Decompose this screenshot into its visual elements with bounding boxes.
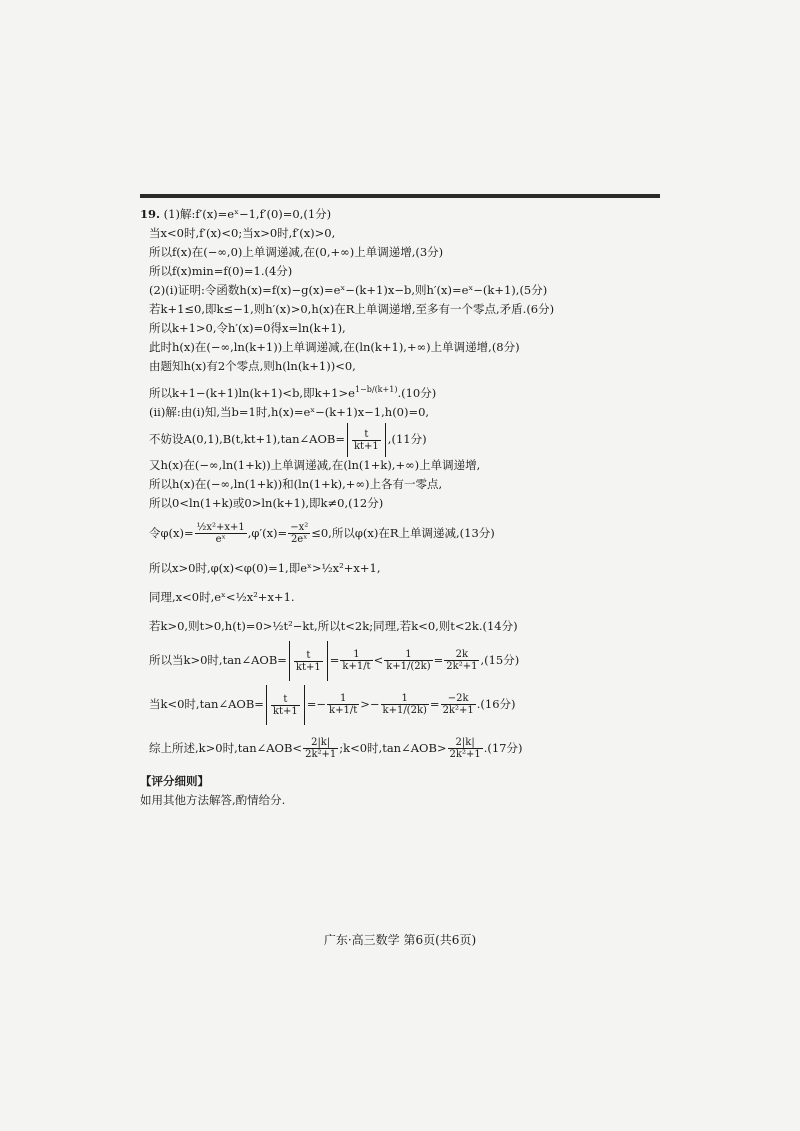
solution-line-9: 由题知h(x)有2个零点,则h(ln(k+1))<0, xyxy=(149,359,356,373)
solution-line-21: 当k<0时,tan∠AOB= $\frac{t}{kt+1}$ =− $\frac{1}{k+1/t}$ >− $\frac{1}{k+1/(2k)}$ = $\frac{-2k}{\text{2k²+1}}$ .(16分) xyxy=(140,684,660,724)
solution-line-20: 所以当k>0时,tan∠AOB= $\frac{t}{kt+1}$ = $\frac{1}{k+1/t}$ < $\frac{1}{k+1/(2k)}$ = $\frac{2k}{\text{2k²+1}}$ ,(15分) xyxy=(140,640,660,680)
solution-line-22: 综上所述,k>0时,tan∠AOB< $\frac{2|k|}{\text{2k²+1}}$ ;k<0时,tan∠AOB> $\frac{2|k|}{\text{2k²+1}}$ .(17分) xyxy=(149,737,523,761)
solution-line-8: 此时h(x)在(−∞,ln(k+1))上单调递减,在(ln(k+1),+∞)上单调递增,(8分) xyxy=(149,340,520,354)
abs-value: $\frac{t}{kt+1}$ xyxy=(347,423,386,457)
solution-line-2: 当x<0时,f′(x)<0;当x>0时,f′(x)>0, xyxy=(149,226,336,240)
solution-body xyxy=(140,205,660,810)
solution-line-11: (ii)解:由(i)知,当b=1时,h(x)=eˣ−(k+1)x−1,h(0)=0, xyxy=(149,404,430,419)
solution-line-14: 所以h(x)在(−∞,ln(1+k))和(ln(1+k),+∞)上各有一零点, xyxy=(149,476,443,491)
solution-line-1: 19. (1)解:f′(x)=eˣ−1,f′(0)=0,(1分) xyxy=(140,207,332,221)
page-footer: 广东·高三数学 第6页(共6页) xyxy=(323,933,477,947)
solution-line-4: 所以f(x)min=f(0)=1.(4分) xyxy=(149,264,293,278)
solution-line-7: 所以k+1>0,令h′(x)=0得x=ln(k+1), xyxy=(149,321,346,335)
solution-line-12: 不妨设A(0,1),B(t,kt+1),tan∠AOB= $\frac{t}{kt+1}$ ,(11分) xyxy=(140,422,660,456)
problem-number: 19. xyxy=(140,207,161,221)
top-rule xyxy=(140,194,660,198)
solution-line-15: 所以0<ln(1+k)或0>ln(k+1),即k≠0,(12分) xyxy=(149,495,384,510)
solution-line-19: 若k>0,则t>0,h(t)=0>½t²−kt,所以t<2k;同理,若k<0,则t<2k.(14分) xyxy=(149,618,518,633)
solution-line-16: 令φ(x)= $\frac{\text{½x²+x+1}}{\text{eˣ}}$ ,φ′(x)= $\frac{\text{−x²}}{\text{2eˣ}}$ ≤0,所以φ(x)在R上单调递减,(13分) xyxy=(149,522,495,546)
solution-line-13: 又h(x)在(−∞,ln(1+k))上单调递减,在(ln(1+k),+∞)上单调递增, xyxy=(149,457,481,472)
solution-line-10: 所以k+1−(k+1)ln(k+1)<b,即$k+1>e^{1-b/(k+1)}.(10$分) xyxy=(149,385,437,400)
solution-line-18: 同理,x<0时,eˣ<½x²+x+1. xyxy=(149,589,295,604)
solution-line-3: 所以f(x)在(−∞,0)上单调递减,在(0,+∞)上单调递增,(3分) xyxy=(149,245,444,259)
grading-note: 如用其他方法解答,酌情给分. xyxy=(140,792,286,807)
solution-line-5: (2)(i)证明:令函数h(x)=f(x)−g(x)=eˣ−(k+1)x−b,则h′(x)=eˣ−(k+1),(5分) xyxy=(149,283,548,297)
solution-line-17: 所以x>0时,φ(x)<φ(0)=1,即eˣ>½x²+x+1, xyxy=(149,560,381,575)
grading-heading: 【评分细则】 xyxy=(140,773,209,788)
solution-line-6: 若k+1≤0,即k≤−1,则h′(x)>0,h(x)在R上单调递增,至多有一个零点,矛盾.(6分) xyxy=(149,302,555,316)
